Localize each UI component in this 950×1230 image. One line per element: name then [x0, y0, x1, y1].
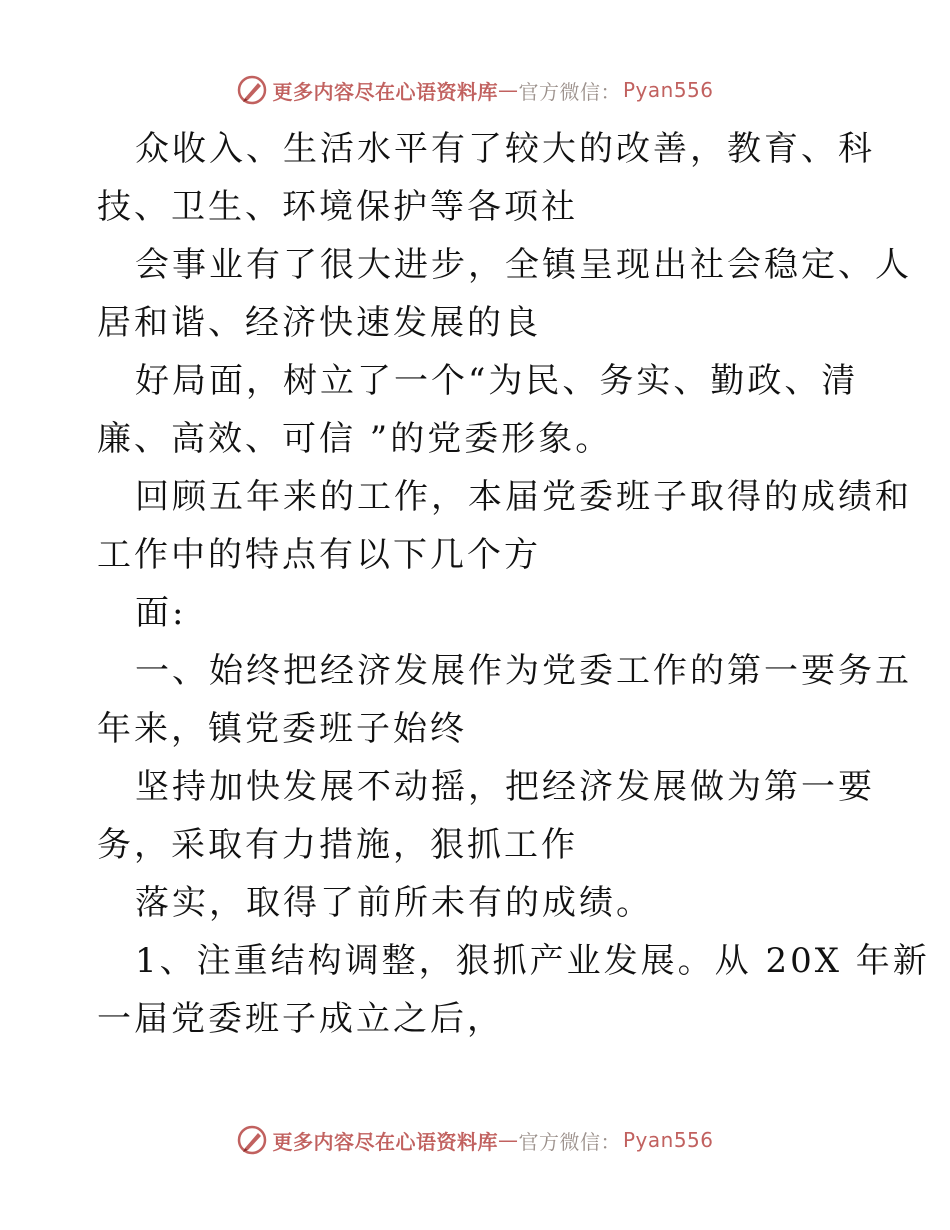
text-line: 落实，取得了前所未有的成绩。	[135, 883, 653, 923]
text-line: 年来，镇党委班子始终	[97, 709, 467, 749]
banner-dash: —	[497, 1128, 519, 1152]
text-line: 一届党委班子成立之后，	[97, 999, 504, 1039]
text-line: 众收入、生活水平有了较大的改善，教育、科	[135, 129, 875, 169]
banner-main-text: 更多内容尽在心语资料库	[272, 79, 498, 104]
banner-wechat-label: 官方微信：	[518, 79, 621, 104]
pen-logo-icon	[236, 74, 268, 106]
header-banner	[0, 73, 950, 107]
text-line: 居和谐、经济快速发展的良	[97, 303, 541, 343]
banner-wechat-id: Pyan556	[622, 78, 714, 102]
text-line: 回顾五年来的工作，本届党委班子取得的成绩和	[135, 477, 912, 517]
text-line: 1、注重结构调整，狠抓产业发展。从 20X 年新	[135, 941, 930, 981]
banner-dash: —	[497, 78, 519, 102]
text-line: 坚持加快发展不动摇，把经济发展做为第一要	[135, 767, 875, 807]
pen-logo-icon	[236, 1124, 268, 1156]
banner-wechat-id: Pyan556	[622, 1128, 714, 1152]
text-line: 好局面，树立了一个“为民、务实、勤政、清	[135, 361, 859, 401]
text-line: 工作中的特点有以下几个方	[97, 535, 541, 575]
text-line: 面:	[135, 593, 187, 633]
text-line: 务，采取有力措施，狠抓工作	[97, 825, 578, 865]
document-body	[97, 120, 930, 1048]
footer-banner	[0, 1123, 950, 1157]
text-line: 一、始终把经济发展作为党委工作的第一要务五	[135, 651, 912, 691]
text-line: 廉、高效、可信 ”的党委形象。	[97, 419, 613, 459]
banner-main-text: 更多内容尽在心语资料库	[272, 1129, 498, 1154]
text-line: 技、卫生、环境保护等各项社	[97, 187, 578, 227]
text-line: 会事业有了很大进步，全镇呈现出社会稳定、人	[135, 245, 912, 285]
banner-wechat-label: 官方微信：	[518, 1129, 621, 1154]
